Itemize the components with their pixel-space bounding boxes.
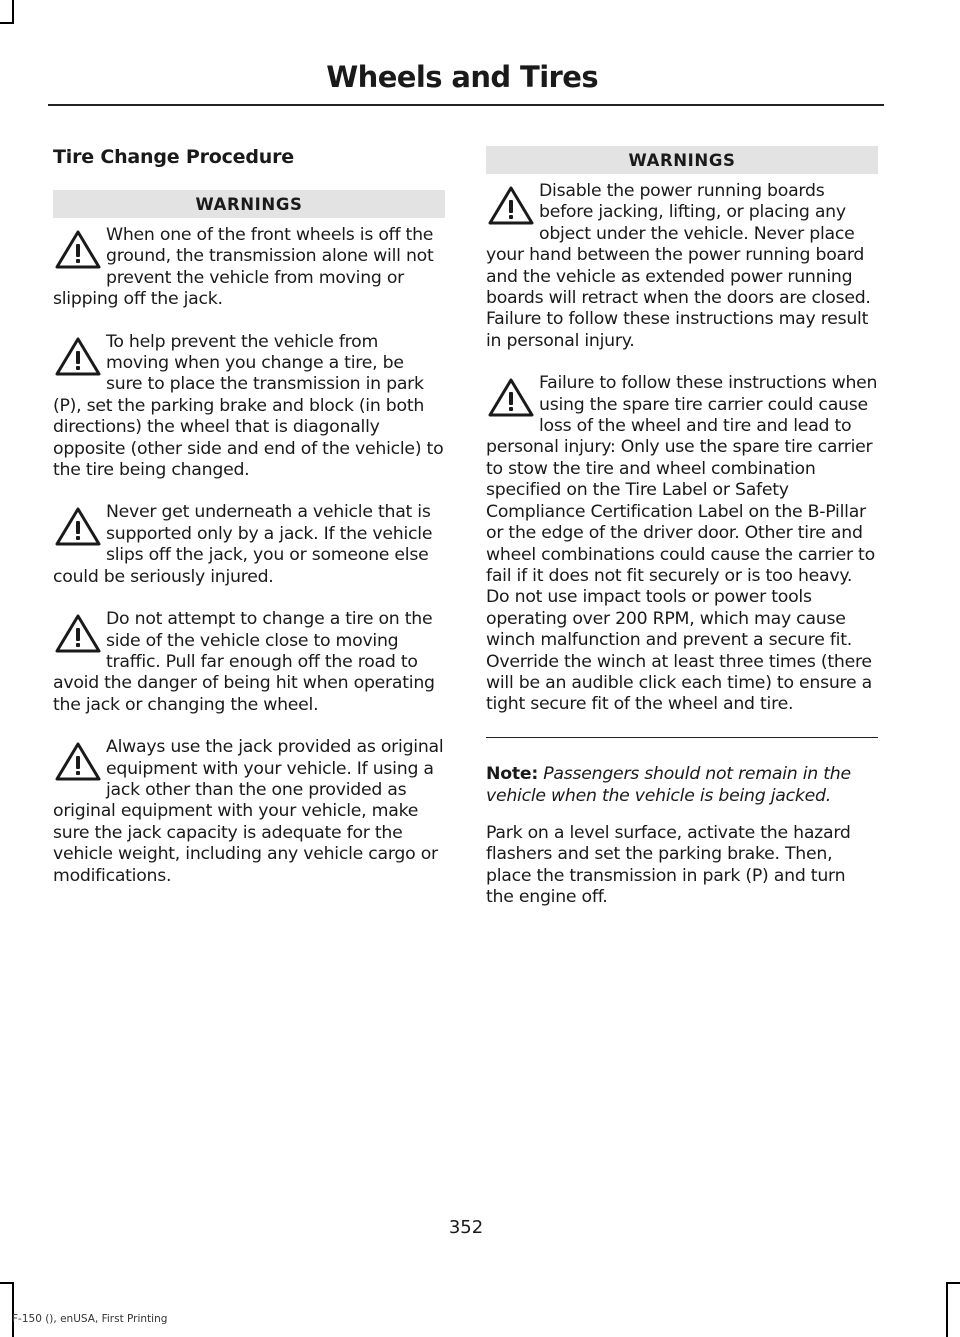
crop-mark bbox=[946, 1282, 960, 1284]
warning-icon bbox=[486, 377, 536, 419]
page-number: 352 bbox=[448, 1217, 484, 1238]
header-rule bbox=[48, 104, 884, 106]
warning-text: Always use the jack provided as original equipment with your vehicle. If using a jack other than the one provided as original equipment with your vehicle, make sure the jack capacity is adequate for the vehicle weight, including any vehicle cargo or modifications. bbox=[53, 737, 444, 886]
crop-mark bbox=[0, 1282, 14, 1284]
warning-text: Failure to follow these instructions when using the spare tire carrier could cause loss of the wheel and tire and lead to personal injury: Only use the spare tire carrier to stow the tire and wheel combination specified on the Tire Label or Safety Compliance Certification Label on the B-Pillar or the edge of the driver door. Other tire and wheel combinations could cause the carrier to fail if it does not fit securely or is too heavy. Do not use impact tools or power tools operating over 200 RPM, which may cause winch malfunction and prevent a secure fit. Override the winch at least three times (there will be an audible click each time) to ensure a tight secure fit of the wheel and tire. bbox=[486, 373, 878, 715]
warnings-header: WARNINGS bbox=[486, 146, 878, 174]
warning-item bbox=[486, 181, 878, 352]
warning-icon bbox=[486, 185, 536, 227]
warning-item bbox=[486, 373, 878, 716]
warning-icon bbox=[53, 229, 103, 271]
section-title: Tire Change Procedure bbox=[53, 146, 294, 168]
crop-mark bbox=[12, 1282, 14, 1337]
warning-text: When one of the front wheels is off the ground, the transmission alone will not prevent the vehicle from moving or slipping off the jack. bbox=[53, 225, 434, 310]
warning-icon bbox=[53, 613, 103, 655]
page-header-title: Wheels and Tires bbox=[326, 60, 598, 94]
warning-item bbox=[53, 737, 445, 887]
warning-item bbox=[53, 502, 445, 588]
warning-icon bbox=[53, 506, 103, 548]
warnings-header: WARNINGS bbox=[53, 190, 445, 218]
warnings-list bbox=[53, 225, 445, 887]
warning-text: To help prevent the vehicle from moving when you change a tire, be sure to place the transmission in park (P), set the parking brake and block (in both directions) the wheel that is diagonally opposite (other side and end of the vehicle) to the tire being changed. bbox=[53, 331, 444, 481]
warning-item bbox=[53, 225, 445, 311]
note bbox=[486, 764, 878, 807]
crop-mark bbox=[0, 22, 14, 24]
section-divider bbox=[486, 737, 878, 739]
left-column bbox=[53, 146, 445, 908]
warning-item bbox=[53, 609, 445, 716]
crop-mark bbox=[946, 1282, 948, 1337]
warning-item bbox=[53, 332, 445, 482]
warning-text: Disable the power running boards before jacking, lifting, or placing any object under the vehicle. Never place your hand between the power running board and the vehicle as extended power running boards will retract when the doors are closed. Failure to follow these instructions may result in personal injury. bbox=[486, 181, 871, 351]
warning-icon bbox=[53, 741, 103, 783]
footer-text: F-150 (), enUSA, First Printing bbox=[12, 1313, 168, 1325]
warnings-list bbox=[486, 181, 878, 716]
warning-text: Do not attempt to change a tire on the side of the vehicle close to moving traffic. Pull far enough off the road to avoid the danger of being hit when operating the jack or changing the wheel. bbox=[53, 609, 435, 715]
warning-icon bbox=[53, 336, 103, 378]
warning-text: Never get underneath a vehicle that is supported only by a jack. If the vehicle slips off the jack, you or someone else could be seriously injured. bbox=[53, 502, 433, 587]
note-label: Note: bbox=[486, 764, 538, 785]
crop-mark bbox=[12, 0, 14, 22]
note-text: Passengers should not remain in the vehicle when the vehicle is being jacked. bbox=[486, 764, 851, 806]
body-paragraph: Park on a level surface, activate the hazard flashers and set the parking brake. Then, place the transmission in park (P) and turn the engine off. bbox=[486, 823, 851, 908]
right-column bbox=[486, 146, 878, 909]
